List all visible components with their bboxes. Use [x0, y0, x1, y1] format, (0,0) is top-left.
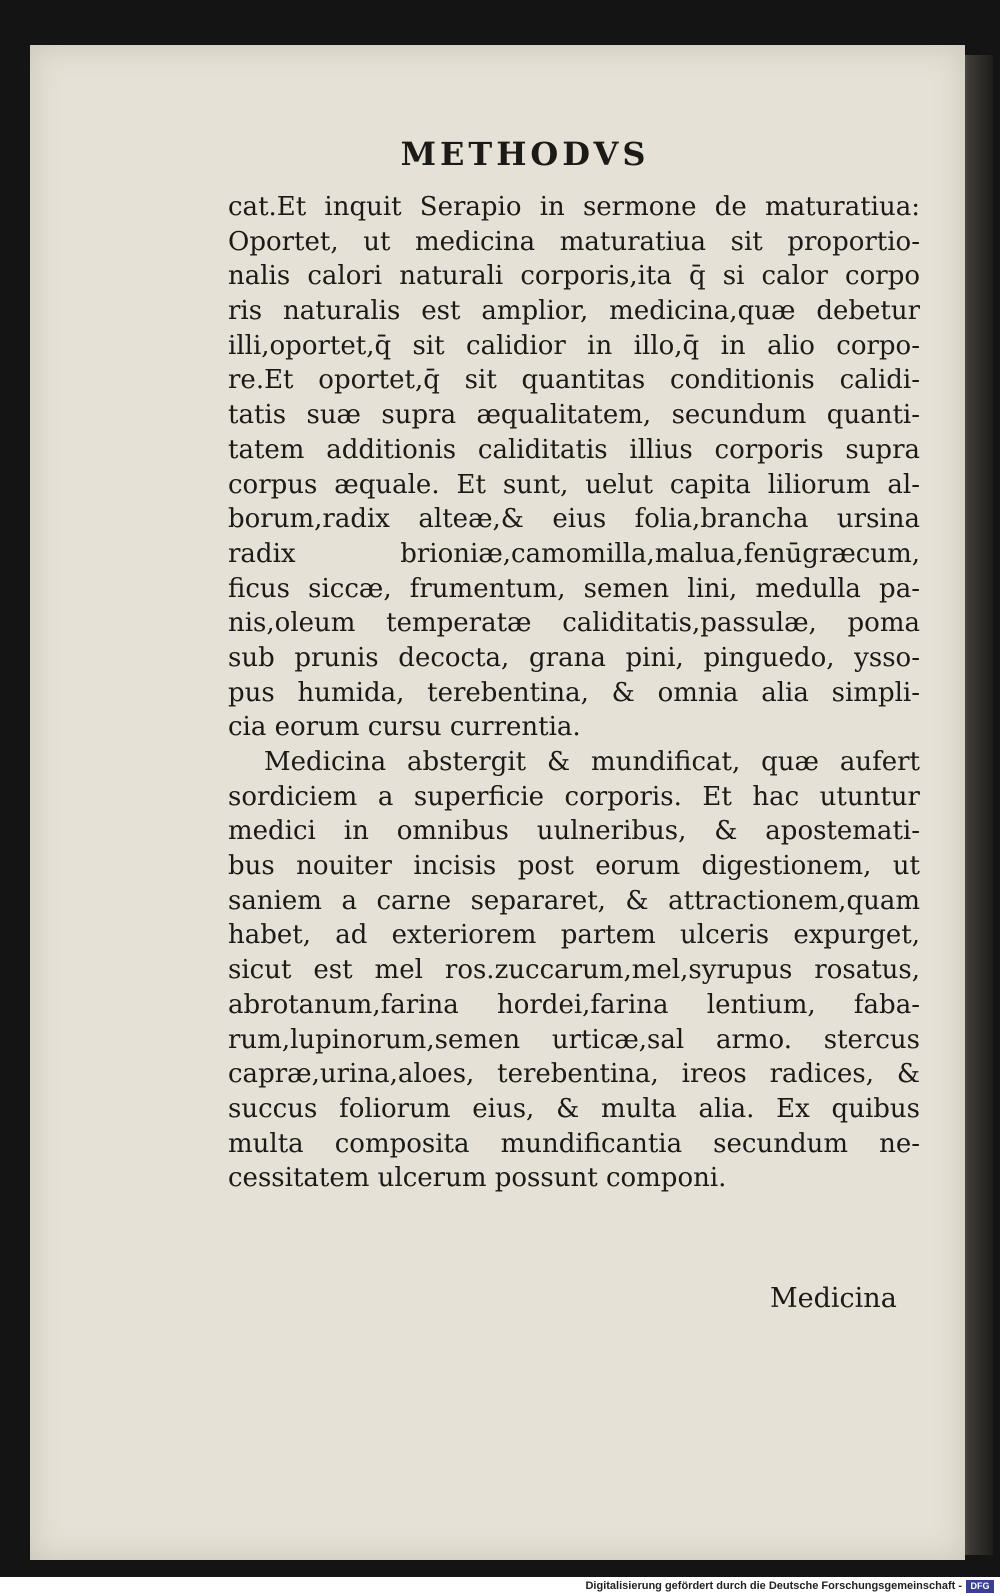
text-line: Oportet, ut medicina maturatiua sit proportio-	[228, 226, 920, 257]
text-line: cia eorum cursu currentia.	[228, 712, 581, 743]
body-text	[228, 190, 920, 1196]
text-line: saniem a carne separaret, & attractionem,quam	[228, 885, 920, 916]
text-line: pus humida, terebentina, & omnia alia simpli-	[228, 677, 920, 708]
running-head: METHODVS	[400, 135, 650, 173]
text-line: multa composita mundificantia secundum ne-	[228, 1128, 920, 1159]
text-line: cat.Et inquit Serapio in sermone de maturatiua:	[228, 192, 920, 222]
text-line: bus nouiter incisis post eorum digestionem, ut	[228, 851, 920, 882]
dfg-logo-icon: DFG	[966, 1580, 994, 1593]
text-line: rum,lupinorum,semen urticæ,sal armo. stercus	[228, 1024, 920, 1055]
text-line: radix brioniæ,camomilla,malua,fenūgræcum,	[228, 538, 920, 569]
text-line: Medicina abstergit & mundificat, quæ aufert	[264, 747, 920, 777]
text-line: sub prunis decocta, grana pini, pinguedo, ysso-	[228, 642, 920, 673]
text-line: habet, ad exteriorem partem ulceris expurget,	[228, 920, 920, 951]
text-line: cessitatem ulcerum possunt componi.	[228, 1163, 727, 1194]
text-line: re.Et oportet,q̄ sit quantitas conditionis calidi-	[228, 365, 920, 396]
text-line: nis,oleum temperatæ caliditatis,passulæ, poma	[228, 608, 920, 639]
text-line: illi,oportet,q̄ sit calidior in illo,q̄ in alio corpo-	[228, 330, 920, 361]
footer-credit: Digitalisierung gefördert durch die Deutsche Forschungsgemeinschaft -	[585, 1580, 962, 1592]
text-line: abrotanum,farina hordei,farina lentium, faba-	[228, 989, 920, 1020]
text-line: medici in omnibus uulneribus, & apostemati-	[228, 816, 920, 847]
catchword: Medicina	[770, 1283, 897, 1314]
text-line: corpus æquale. Et sunt, uelut capita liliorum al-	[228, 469, 920, 500]
text-line: sicut est mel ros.zuccarum,mel,syrupus rosatus,	[228, 955, 920, 986]
text-line: nalis calori naturali corporis,ita q̄ si calor corpo	[228, 261, 920, 292]
text-line: succus foliorum eius, & multa alia. Ex quibus	[228, 1093, 920, 1124]
text-line: ficus siccæ, frumentum, semen lini, medulla pa-	[228, 573, 920, 604]
text-line: tatem additionis caliditatis illius corporis supra	[228, 434, 920, 465]
text-line: tatis suæ supra æqualitatem, secundum quanti-	[228, 400, 920, 431]
text-line: sordiciem a superficie corporis. Et hac utuntur	[228, 781, 920, 812]
text-line: borum,radix alteæ,& eius folia,brancha ursina	[228, 504, 920, 535]
text-line: ris naturalis est amplior, medicina,quæ debetur	[228, 296, 920, 327]
text-line: capræ,urina,aloes, terebentina, ireos radices, &	[228, 1059, 920, 1090]
